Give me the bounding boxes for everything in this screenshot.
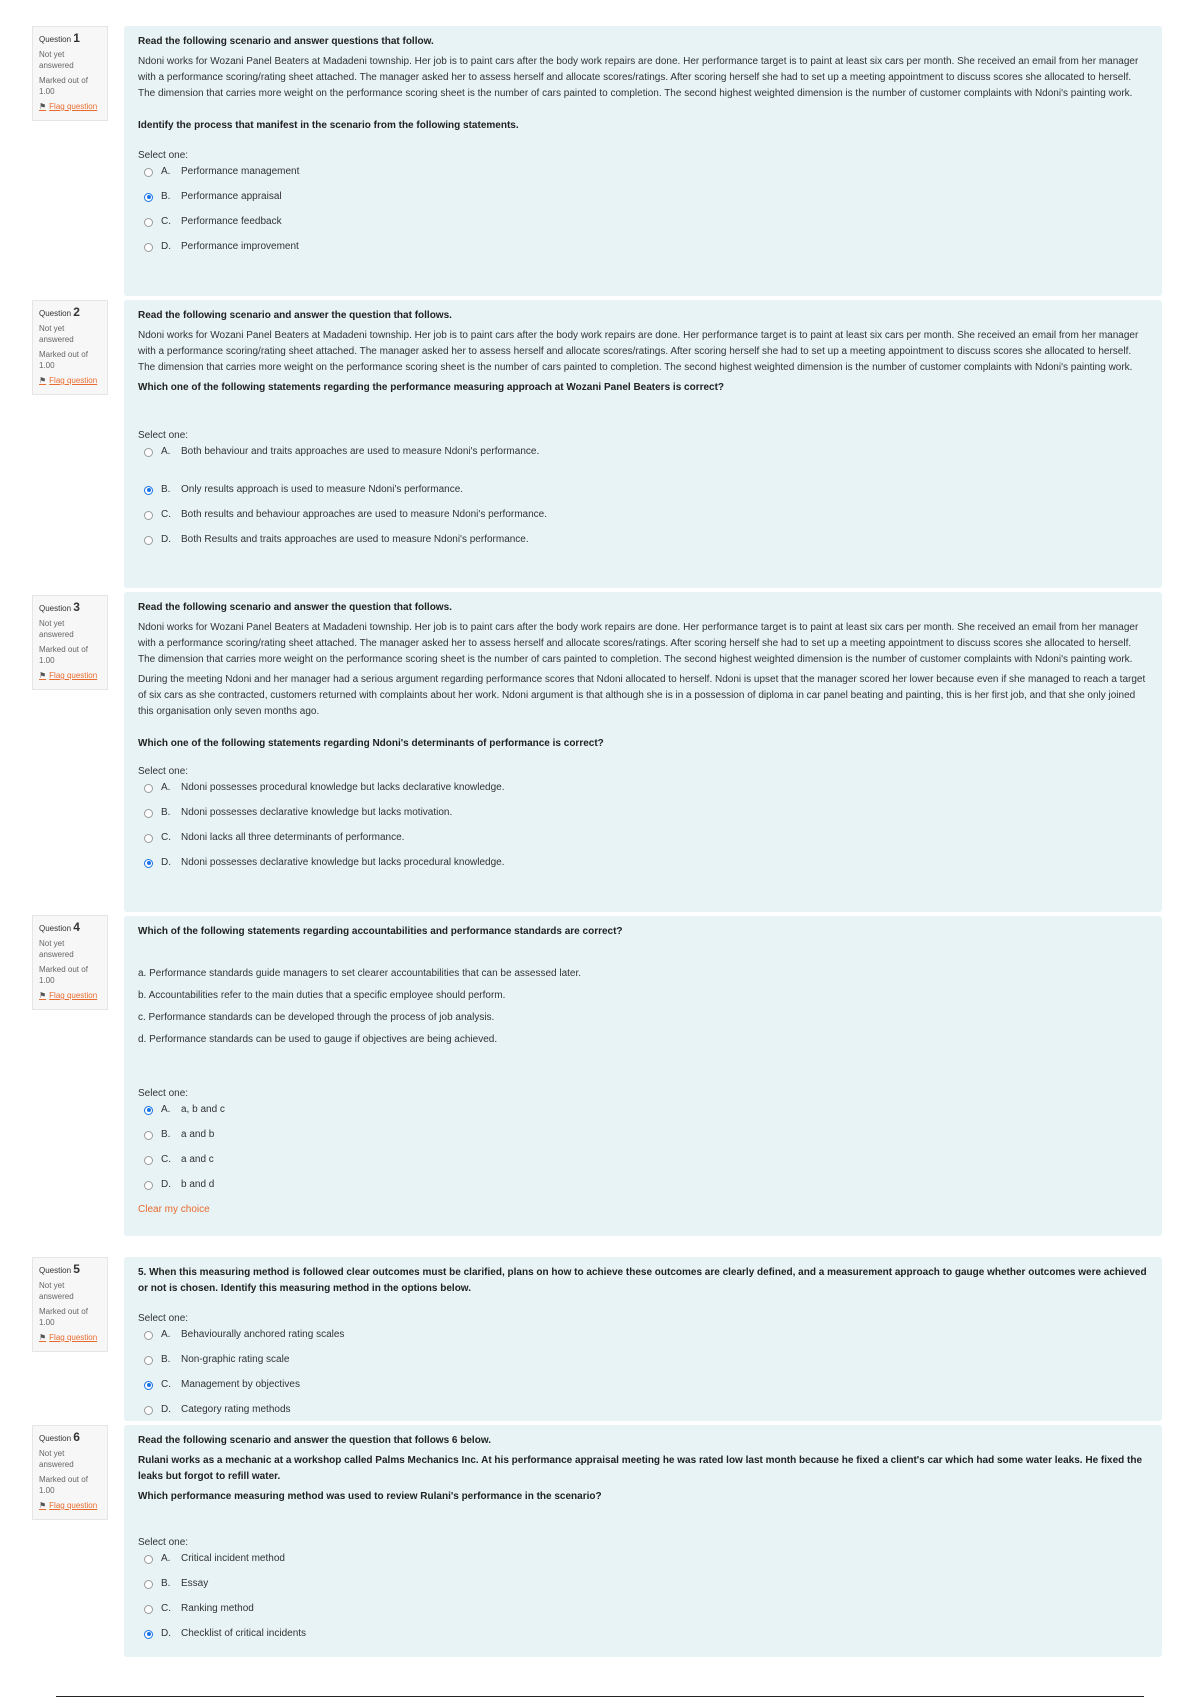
question-status: Not yet answered: [39, 324, 74, 344]
radio-button[interactable]: [144, 784, 153, 793]
flag-question-link[interactable]: ⚑ Flag question: [39, 376, 98, 385]
answer-option[interactable]: A. a, b and c: [138, 1102, 1148, 1118]
radio-button[interactable]: [144, 168, 153, 177]
radio-button[interactable]: [144, 1630, 153, 1639]
question-number-label: Question 5: [39, 1262, 80, 1276]
question-mark: Marked out of 1.00: [39, 645, 88, 665]
select-one-label: Select one:: [138, 1313, 189, 1324]
statement-item: c. Performance standards can be developed through the process of job analysis.: [138, 1012, 495, 1023]
question-mark: Marked out of 1.00: [39, 1475, 88, 1495]
answer-option[interactable]: D. Checklist of critical incidents: [138, 1626, 1148, 1642]
radio-button[interactable]: [144, 1106, 153, 1115]
answer-option[interactable]: C. a and c: [138, 1152, 1148, 1168]
answer-option[interactable]: D. Both Results and traits approaches are used to measure Ndoni's performance.: [138, 532, 1148, 548]
question-status: Not yet answered: [39, 619, 74, 639]
answer-option[interactable]: D. Performance improvement: [138, 239, 1148, 255]
question-text: Which performance measuring method was used to review Rulani's performance in the scenario?: [138, 1491, 602, 1502]
question-mark: Marked out of 1.00: [39, 350, 88, 370]
question-info-2: [32, 300, 108, 395]
radio-button[interactable]: [144, 1181, 153, 1190]
flag-question-link[interactable]: ⚑ Flag question: [39, 102, 98, 111]
answer-option[interactable]: C. Both results and behaviour approaches are used to measure Ndoni's performance.: [138, 507, 1148, 523]
answer-option[interactable]: C. Ndoni lacks all three determinants of performance.: [138, 830, 1148, 846]
radio-button[interactable]: [144, 1156, 153, 1165]
answer-option[interactable]: B. Ndoni possesses declarative knowledge but lacks motivation.: [138, 805, 1148, 821]
question-content-1: [124, 26, 1162, 296]
radio-button[interactable]: [144, 1605, 153, 1614]
question-info-5: [32, 1257, 108, 1352]
radio-button[interactable]: [144, 859, 153, 868]
flag-icon: ⚑: [39, 1501, 47, 1510]
question-scenario-continued: During the meeting Ndoni and her manager had a serious argument regarding performance scores that Ndoni allocated to herself. Ndoni is upset that the manager scored her lower because even if she managed to reach a target of six cars as she contracted, customers returned with complaints about her work. Ndoni argument is that although she is in a possession of diploma in car panel beating and painting, this is her first job, and that she only joined this organisation only seven months ago.: [138, 674, 1146, 717]
flag-icon: ⚑: [39, 1333, 47, 1342]
select-one-label: Select one:: [138, 766, 189, 777]
select-one-label: Select one:: [138, 430, 189, 441]
radio-button[interactable]: [144, 536, 153, 545]
radio-button[interactable]: [144, 834, 153, 843]
question-intro: Read the following scenario and answer questions that follow.: [138, 36, 434, 47]
question-intro: Read the following scenario and answer the question that follows 6 below.: [138, 1435, 492, 1446]
question-info-6: [32, 1425, 108, 1520]
question-content-3: [124, 592, 1162, 912]
page-bottom-divider: [56, 1696, 1144, 1697]
answer-option[interactable]: D. Category rating methods: [138, 1402, 1148, 1418]
question-status: Not yet answered: [39, 50, 74, 70]
radio-button[interactable]: [144, 511, 153, 520]
flag-question-link[interactable]: ⚑ Flag question: [39, 1501, 98, 1510]
question-scenario: Ndoni works for Wozani Panel Beaters at Madadeni township. Her job is to paint cars after the body work repairs are done. Her performance target is to paint at least six cars per month. She received an email from her manager with a performance scoring/rating sheet attached. The manager asked her to assess herself and allocate scores/ratings. After scoring herself she had to set up a meeting appointment to discuss scores she allocated to herself. The dimension that carries more weight on the performance scoring sheet is the number of cars painted to completion. The second highest weighted dimension is the number of customer complaints with Ndoni's painting work.: [138, 622, 1139, 665]
radio-button[interactable]: [144, 1356, 153, 1365]
statement-item: a. Performance standards guide managers to set clearer accountabilities that can be assessed later.: [138, 968, 582, 979]
question-number-label: Question 2: [39, 305, 80, 319]
select-one-label: Select one:: [138, 1537, 189, 1548]
statement-item: d. Performance standards can be used to gauge if objectives are being achieved.: [138, 1034, 498, 1045]
question-text: Identify the process that manifest in the scenario from the following statements.: [138, 120, 519, 131]
question-content-5: [124, 1257, 1162, 1421]
question-mark: Marked out of 1.00: [39, 76, 88, 96]
question-mark: Marked out of 1.00: [39, 965, 88, 985]
question-text: Which of the following statements regarding accountabilities and performance standards are correct?: [138, 926, 623, 937]
question-text: Which one of the following statements regarding Ndoni's determinants of performance is correct?: [138, 738, 604, 749]
question-text: 5. When this measuring method is followed clear outcomes must be clarified, plans on how to achieve these outcomes are clearly defined, and a measurement approach to gauge whether outcomes were achieved or not is chosen. Identify this measuring method in the options below.: [138, 1267, 1147, 1294]
statement-list: [138, 966, 1148, 1048]
question-number-label: Question 1: [39, 31, 80, 45]
answer-option[interactable]: C. Performance feedback: [138, 214, 1148, 230]
radio-button[interactable]: [144, 448, 153, 457]
radio-button[interactable]: [144, 1555, 153, 1564]
radio-button[interactable]: [144, 243, 153, 252]
question-scenario: Rulani works as a mechanic at a workshop called Palms Mechanics Inc. At his performance appraisal meeting he was rated low last month because he fixed a client's car which had some water leaks. He fixed the leaks but forgot to refill water.: [138, 1455, 1143, 1482]
answer-option[interactable]: A. Both behaviour and traits approaches are used to measure Ndoni's performance.: [138, 444, 1148, 460]
radio-button[interactable]: [144, 1381, 153, 1390]
question-content-6: [124, 1425, 1162, 1657]
answer-option[interactable]: B. Essay: [138, 1576, 1148, 1592]
flag-icon: ⚑: [39, 671, 47, 680]
answer-option[interactable]: B. a and b: [138, 1127, 1148, 1143]
flag-icon: ⚑: [39, 991, 47, 1000]
statement-item: b. Accountabilities refer to the main duties that a specific employee should perform.: [138, 990, 506, 1001]
radio-button[interactable]: [144, 1131, 153, 1140]
radio-button[interactable]: [144, 1331, 153, 1340]
question-status: Not yet answered: [39, 1449, 74, 1469]
question-info-4: [32, 915, 108, 1010]
select-one-label: Select one:: [138, 150, 189, 161]
clear-choice-link[interactable]: Clear my choice: [138, 1204, 210, 1215]
radio-button[interactable]: [144, 486, 153, 495]
question-content-4: [124, 916, 1162, 1236]
answer-option[interactable]: D. Ndoni possesses declarative knowledge but lacks procedural knowledge.: [138, 855, 1148, 871]
question-number-label: Question 6: [39, 1430, 80, 1444]
question-status: Not yet answered: [39, 939, 74, 959]
answer-option[interactable]: A. Critical incident method: [138, 1551, 1148, 1567]
question-content-2: [124, 300, 1162, 588]
question-mark: Marked out of 1.00: [39, 1307, 88, 1327]
answer-option[interactable]: C. Management by objectives: [138, 1377, 1148, 1393]
question-info-3: [32, 595, 108, 690]
radio-button[interactable]: [144, 1580, 153, 1589]
flag-question-link[interactable]: ⚑ Flag question: [39, 671, 98, 680]
radio-button[interactable]: [144, 218, 153, 227]
question-intro: Read the following scenario and answer the question that follows.: [138, 602, 452, 613]
radio-button[interactable]: [144, 809, 153, 818]
answer-option[interactable]: A. Behaviourally anchored rating scales: [138, 1327, 1148, 1343]
answer-option[interactable]: B. Only results approach is used to measure Ndoni's performance.: [138, 482, 1148, 498]
radio-button[interactable]: [144, 1406, 153, 1415]
flag-icon: ⚑: [39, 376, 47, 385]
answer-option[interactable]: B. Performance appraisal: [138, 189, 1148, 205]
question-text: Which one of the following statements regarding the performance measuring approach at Wozani Panel Beaters is correct?: [138, 382, 725, 393]
question-intro: Read the following scenario and answer the question that follows.: [138, 310, 452, 321]
select-one-label: Select one:: [138, 1088, 189, 1099]
flag-icon: ⚑: [39, 102, 47, 111]
answer-option[interactable]: A. Performance management: [138, 164, 1148, 180]
question-scenario: Ndoni works for Wozani Panel Beaters at Madadeni township. Her job is to paint cars after the body work repairs are done. Her performance target is to paint at least six cars per month. She received an email from her manager with a performance scoring/rating sheet attached. The manager asked her to assess herself and allocate scores/ratings. After scoring herself she had to set up a meeting appointment to discuss scores she allocated to herself. The dimension that carries more weight on the performance scoring sheet is the number of cars painted to completion. The second highest weighted dimension is the number of customer complaints with Ndoni's painting work.: [138, 330, 1139, 373]
question-number-label: Question 3: [39, 600, 80, 614]
answer-option[interactable]: A. Ndoni possesses procedural knowledge but lacks declarative knowledge.: [138, 780, 1148, 796]
flag-question-link[interactable]: ⚑ Flag question: [39, 1333, 98, 1342]
question-info-1: [32, 26, 108, 121]
radio-button[interactable]: [144, 193, 153, 202]
answer-option[interactable]: D. b and d: [138, 1177, 1148, 1193]
answer-option[interactable]: C. Ranking method: [138, 1601, 1148, 1617]
question-scenario: Ndoni works for Wozani Panel Beaters at Madadeni township. Her job is to paint cars after the body work repairs are done. Her performance target is to paint at least six cars per month. She received an email from her manager with a performance scoring/rating sheet attached. The manager asked her to assess herself and allocate scores/ratings. After scoring herself she had to set up a meeting appointment to discuss scores she allocated to herself. The dimension that carries more weight on the performance scoring sheet is the number of cars painted to completion. The second highest weighted dimension is the number of customer complaints with Ndoni's painting work.: [138, 56, 1139, 99]
answer-option[interactable]: B. Non-graphic rating scale: [138, 1352, 1148, 1368]
question-number-label: Question 4: [39, 920, 80, 934]
flag-question-link[interactable]: ⚑ Flag question: [39, 991, 98, 1000]
question-status: Not yet answered: [39, 1281, 74, 1301]
